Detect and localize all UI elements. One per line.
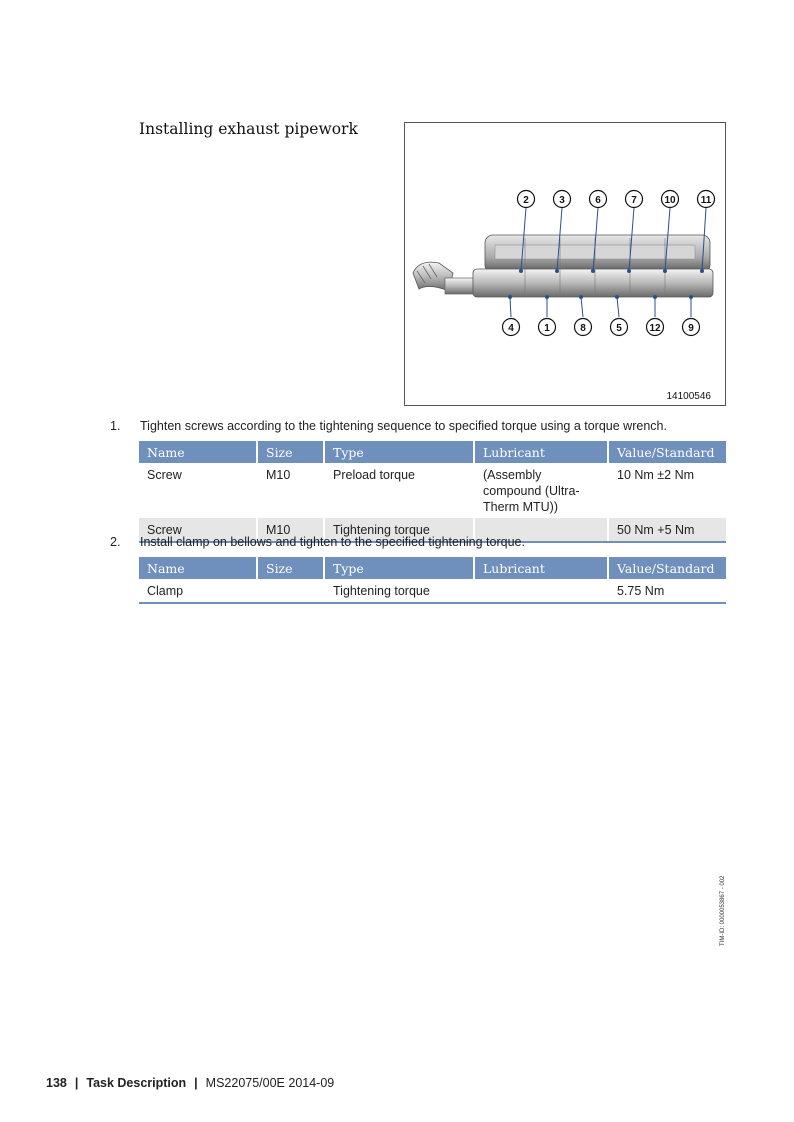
cell-value: 10 Nm ±2 Nm (617, 468, 695, 482)
callout-label: 12 (649, 323, 661, 334)
step-text: Install clamp on bellows and tighten to the specified tightening torque. (140, 535, 525, 549)
col-header-lubricant: Lubricant (474, 557, 608, 579)
col-header-size: Size (257, 441, 324, 463)
table-row (139, 463, 726, 518)
cell-name: Screw (139, 518, 257, 542)
cell-value: 50 Nm +5 Nm (608, 518, 726, 542)
table-row (139, 579, 726, 603)
table-header-row (139, 441, 726, 463)
cell-name: Screw (139, 463, 257, 518)
callout-label: 3 (559, 195, 565, 206)
cell-type: Preload torque (324, 463, 474, 518)
torque-table-2 (139, 557, 726, 604)
table-header-row (139, 557, 726, 579)
exhaust-manifold-illustration (405, 123, 725, 405)
cell-name: Clamp (139, 579, 257, 603)
callout-label: 5 (616, 323, 622, 334)
page-number: 138 (46, 1076, 67, 1090)
cell-type: Tightening torque (324, 579, 474, 603)
step-number: 1. (110, 419, 121, 433)
exhaust-figure (404, 122, 726, 406)
cell-value: 5.75 Nm (608, 579, 726, 603)
callout-label: 11 (700, 195, 712, 206)
col-header-value: Value/Standard (608, 441, 726, 463)
callout-label: 6 (595, 195, 601, 206)
col-header-lubricant: Lubricant (474, 441, 608, 463)
section-title: Installing exhaust pipework (139, 120, 358, 138)
cell-size: M10 (257, 463, 324, 518)
col-header-name: Name (139, 441, 257, 463)
callout-label: 1 (544, 323, 550, 334)
col-header-name: Name (139, 557, 257, 579)
footer-doc-id: MS22075/00E 2014-09 (205, 1076, 335, 1090)
callout-label: 8 (580, 323, 586, 334)
cell-lubricant (474, 579, 608, 603)
col-header-value: Value/Standard (608, 557, 726, 579)
footer-section: Task Description (86, 1076, 187, 1090)
step-text: Tighten screws according to the tightening sequence to specified torque using a torque wrench. (140, 419, 667, 433)
callout-label: 10 (664, 195, 676, 206)
callout-label: 7 (631, 195, 637, 206)
page-footer: 138 | Task Description | MS22075/00E 2014-09 (46, 1076, 335, 1090)
col-header-type: Type (324, 441, 474, 463)
cell-size (257, 579, 324, 603)
cell-lubricant: (Assembly compound (Ultra-Therm MTU)) (474, 463, 608, 518)
callout-label: 9 (688, 323, 694, 334)
callout-label: 4 (508, 323, 514, 334)
cell-size: M10 (257, 518, 324, 542)
col-header-size: Size (257, 557, 324, 579)
figure-id: 14100546 (666, 391, 711, 402)
callout-label: 2 (523, 195, 529, 206)
torque-table-1 (139, 441, 726, 543)
cell-type: Tightening torque (324, 518, 474, 542)
col-header-type: Type (324, 557, 474, 579)
tim-id: TIM-ID: 0000053867 - 002 (720, 875, 726, 946)
step-number: 2. (110, 535, 121, 549)
